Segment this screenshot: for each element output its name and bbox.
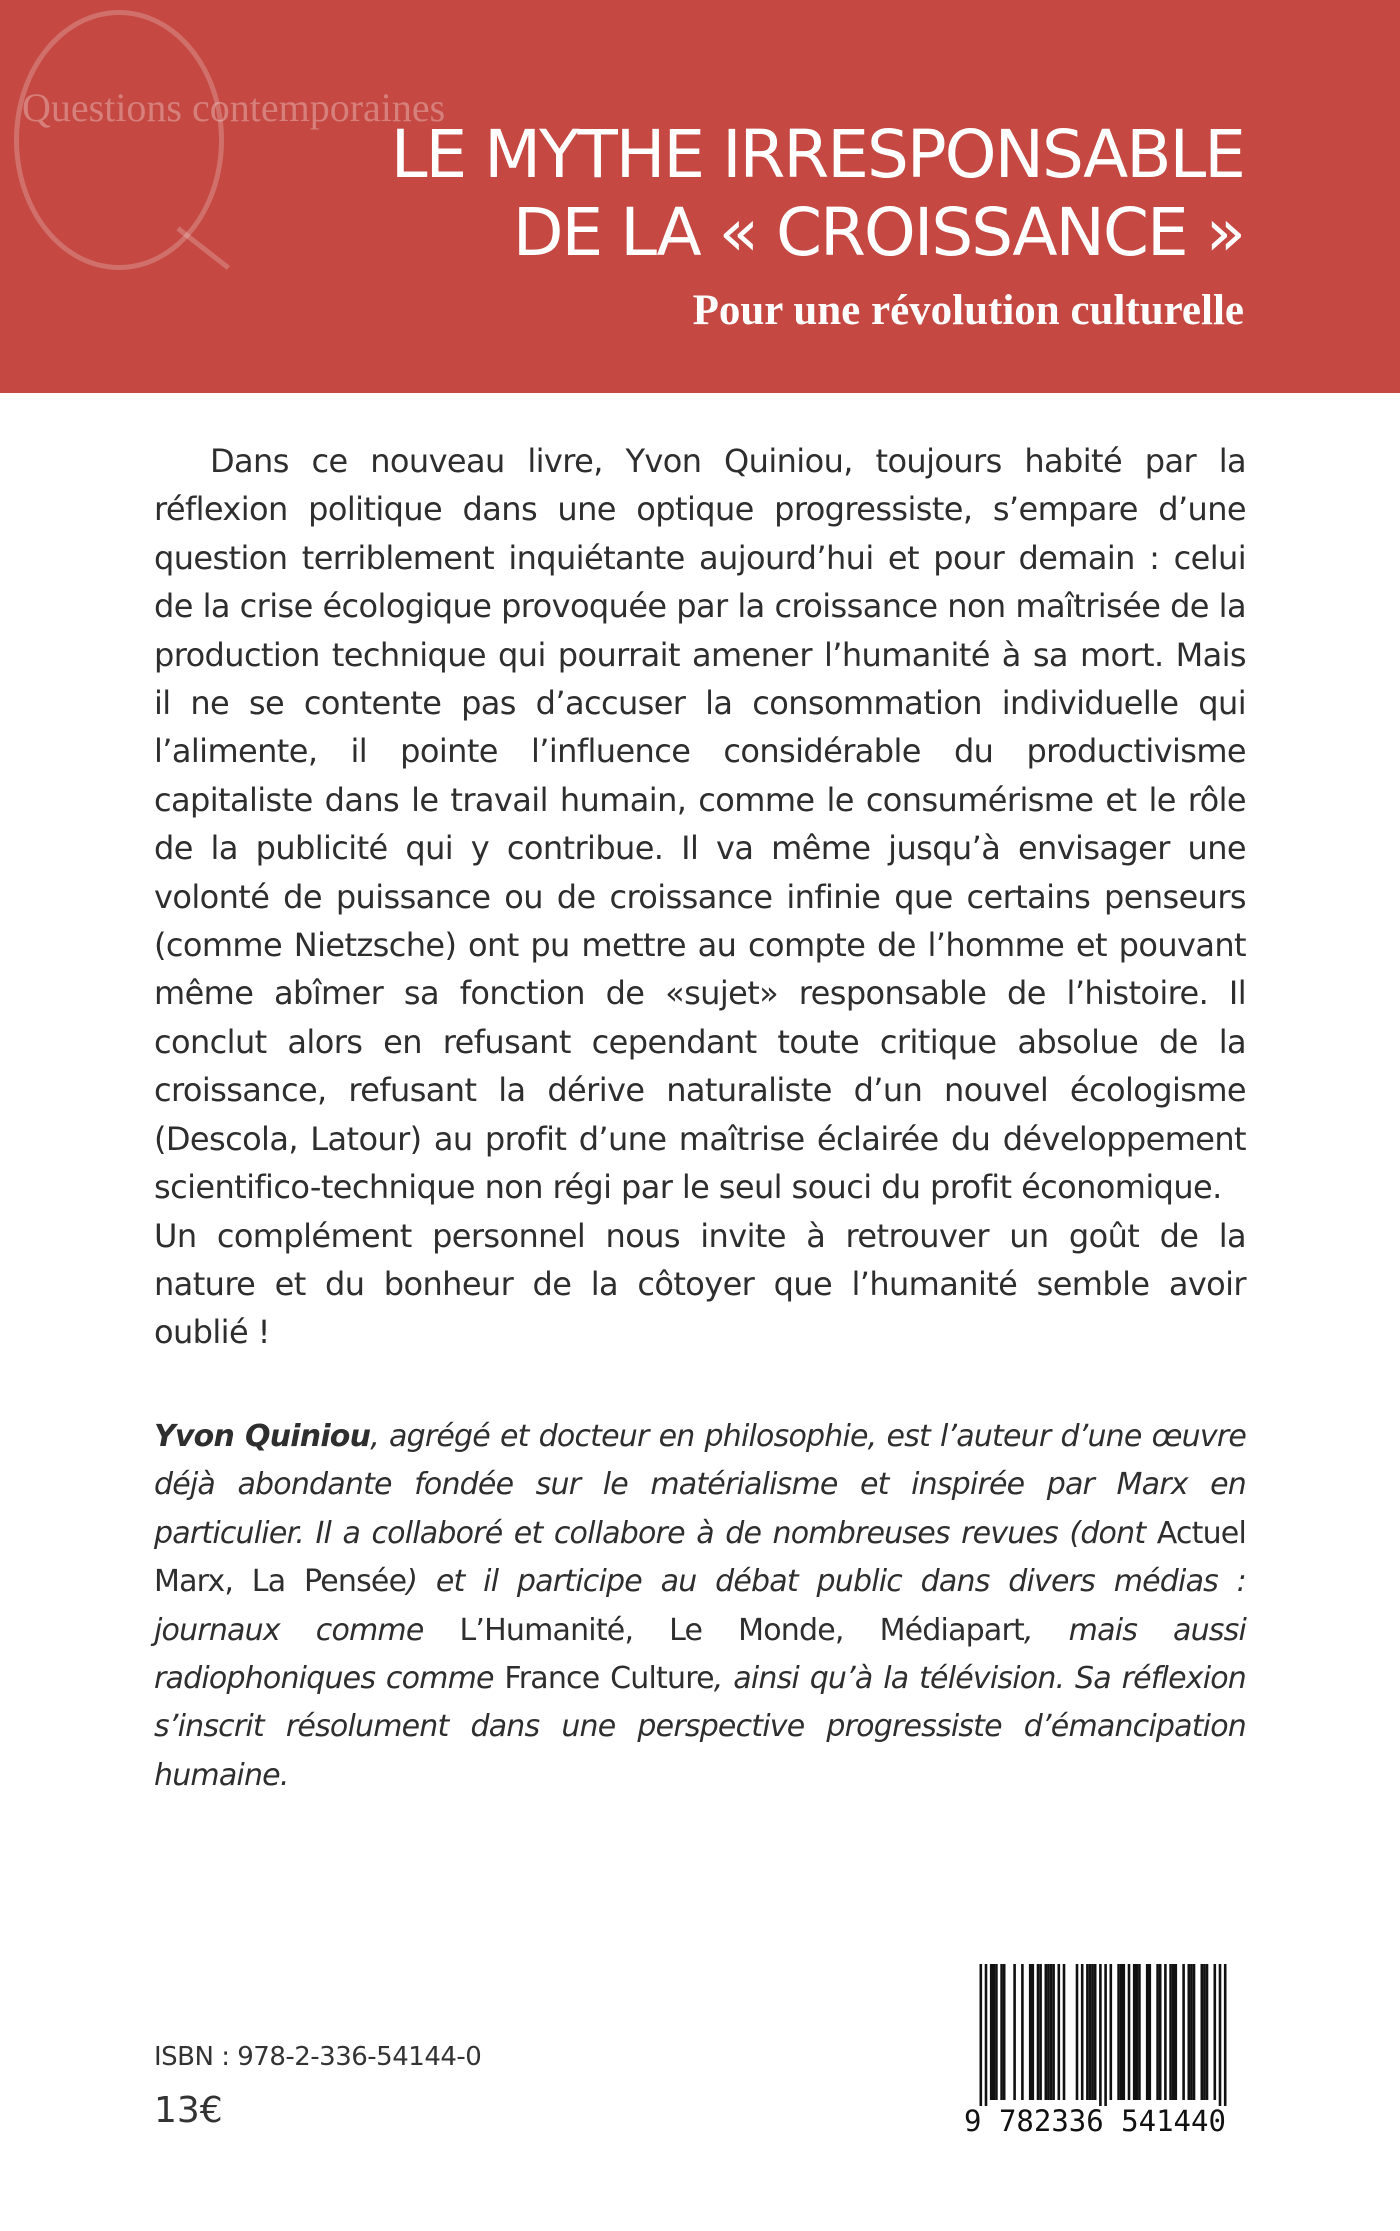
barcode-bar [1136, 1964, 1139, 2100]
back-cover-blurb [154, 437, 1246, 1357]
barcode [954, 1960, 1236, 2140]
barcode-bar [1021, 1964, 1024, 2100]
barcode-bar [993, 1964, 996, 2100]
author-bio [154, 1413, 1246, 1800]
barcode-bar [1149, 1964, 1152, 2100]
barcode-bar [1013, 1964, 1016, 2100]
bio-text-1: , agrégé et docteur en philosophie, est l’auteur d’une œuvre déjà abondante fondée sur le matérialisme et inspirée par Marx en particulier. Il a collaboré et collabore à de nombreuses revues (dont [154, 1419, 1247, 1551]
barcode-bar [1219, 1964, 1222, 2106]
barcode-bar [1047, 1964, 1050, 2100]
book-subtitle: Pour une révolution culturelle [692, 287, 1244, 334]
barcode-bar [985, 1964, 988, 2106]
barcode-bar [1120, 1964, 1123, 2100]
barcode-bar [1032, 1964, 1035, 2100]
book-title [391, 116, 1244, 272]
bio-radio: France Culture [504, 1661, 714, 1697]
barcode-bar [1000, 1964, 1003, 2100]
barcode-bar [1172, 1964, 1175, 2100]
barcode-bar [1182, 1964, 1185, 2100]
barcode-bar [1104, 1964, 1107, 2106]
barcode-bar [1110, 1964, 1113, 2100]
author-name: Yvon Quiniou [154, 1419, 371, 1454]
barcode-bar [1138, 1964, 1141, 2100]
barcode-bar [1193, 1964, 1196, 2100]
barcode-bar [1117, 1964, 1120, 2100]
barcode-bar [1086, 1964, 1089, 2100]
isbn-label: ISBN : 978-2-336-54144-0 [154, 2042, 482, 2072]
barcode-bar [1029, 1964, 1032, 2100]
barcode-bar [1190, 1964, 1193, 2100]
price-label: 13€ [154, 2090, 223, 2131]
barcode-bar [1045, 1964, 1048, 2100]
barcode-bar [1156, 1964, 1159, 2100]
barcode-bar [1094, 1964, 1097, 2100]
barcode-bar [1206, 1964, 1209, 2100]
barcode-bar [1058, 1964, 1061, 2100]
barcode-bar [1052, 1964, 1055, 2100]
bio-newspapers: L’Humanité, Le Monde, Médiapart [459, 1612, 1024, 1648]
bio-text-3: , mais aussi radiophoniques comme [154, 1612, 1246, 1697]
barcode-bar [980, 1964, 983, 2106]
barcode-bar [1099, 1964, 1102, 2106]
bio-text-4: , ainsi qu’à la télévision. Sa réflexion s’inscrit résolument dans une perspective progressiste d’émancipation humaine. [154, 1661, 1246, 1793]
barcode-bar [1175, 1964, 1178, 2100]
barcode-bar [1224, 1964, 1227, 2106]
barcode-bar [1076, 1964, 1079, 2100]
barcode-bar [1164, 1964, 1167, 2100]
barcode-bar [1128, 1964, 1131, 2100]
cover-header [0, 0, 1400, 393]
barcode-bar [1003, 1964, 1006, 2100]
barcode-bar [1039, 1964, 1042, 2100]
bio-text-2: ) et il participe au débat public dans divers médias : journaux comme [154, 1564, 1246, 1648]
barcode-bar [1037, 1964, 1040, 2100]
barcode-digits: 9 782336 541440 [964, 2104, 1226, 2138]
blurb-paragraph-1: Dans ce nouveau livre, Yvon Quiniou, toujours habité par la réflexion politique dans une optique progressiste, s’empare d’une question terriblement inquiétante aujourd’hui et pour demain : celui de la crise écologique provoquée par la croissance non maîtrisée de la production technique qui pourrait amener l’humanité à sa mort. Mais il ne se contente pas d’accuser la consommation individuelle qui l’alimente, il pointe l’influence considérable du productivisme capitaliste dans le travail humain, comme le consumérisme et le rôle de la publicité qui y contribue. Il va même jusqu’à envisager une volonté de puissance ou de croissance infinie que certains penseurs (comme Nietzsche) ont pu mettre au compte de l’homme et pouvant même abîmer sa fonction de «sujet» responsable de l’histoire. Il conclut alors en refusant cependant toute critique absolue de la croissance, refusant la dérive naturaliste d’un nouvel écologisme (Descola, Latour) au profit d’une maîtrise éclairée du développement scientifico-technique non régi par le seul souci du profit économique. [154, 442, 1246, 1207]
barcode-bar [990, 1964, 993, 2100]
barcode-bar [1133, 1964, 1136, 2100]
barcode-bar [1203, 1964, 1206, 2100]
series-label: Questions contemporaines [22, 85, 446, 130]
barcode-bar [1169, 1964, 1172, 2100]
series-q-logo-tail [176, 227, 230, 270]
barcode-bars [954, 1960, 1236, 2106]
bio-journals: Actuel Marx, La Pensée [154, 1515, 1246, 1600]
barcode-bar [1123, 1964, 1126, 2100]
series-q-logo [14, 10, 224, 270]
barcode-bar [1063, 1964, 1066, 2100]
barcode-bar [1091, 1964, 1094, 2100]
barcode-bar [1188, 1964, 1191, 2100]
barcode-bar [1201, 1964, 1204, 2100]
barcode-bar [995, 1964, 998, 2100]
barcode-bar [1159, 1964, 1162, 2100]
book-title-line2: DE LA « CROISSANCE » [512, 194, 1244, 271]
barcode-bar [1089, 1964, 1092, 2100]
barcode-bar [1214, 1964, 1217, 2100]
book-title-line1: LE MYTHE IRRESPONSABLE [390, 116, 1244, 193]
barcode-bar [1050, 1964, 1053, 2100]
barcode-bar [1081, 1964, 1084, 2100]
blurb-paragraph-2: Un complément personnel nous invite à retrouver un goût de la nature et du bonheur de la côtoyer que l’humanité semble avoir oublié ! [154, 1216, 1246, 1352]
barcode-bar [1146, 1964, 1149, 2100]
